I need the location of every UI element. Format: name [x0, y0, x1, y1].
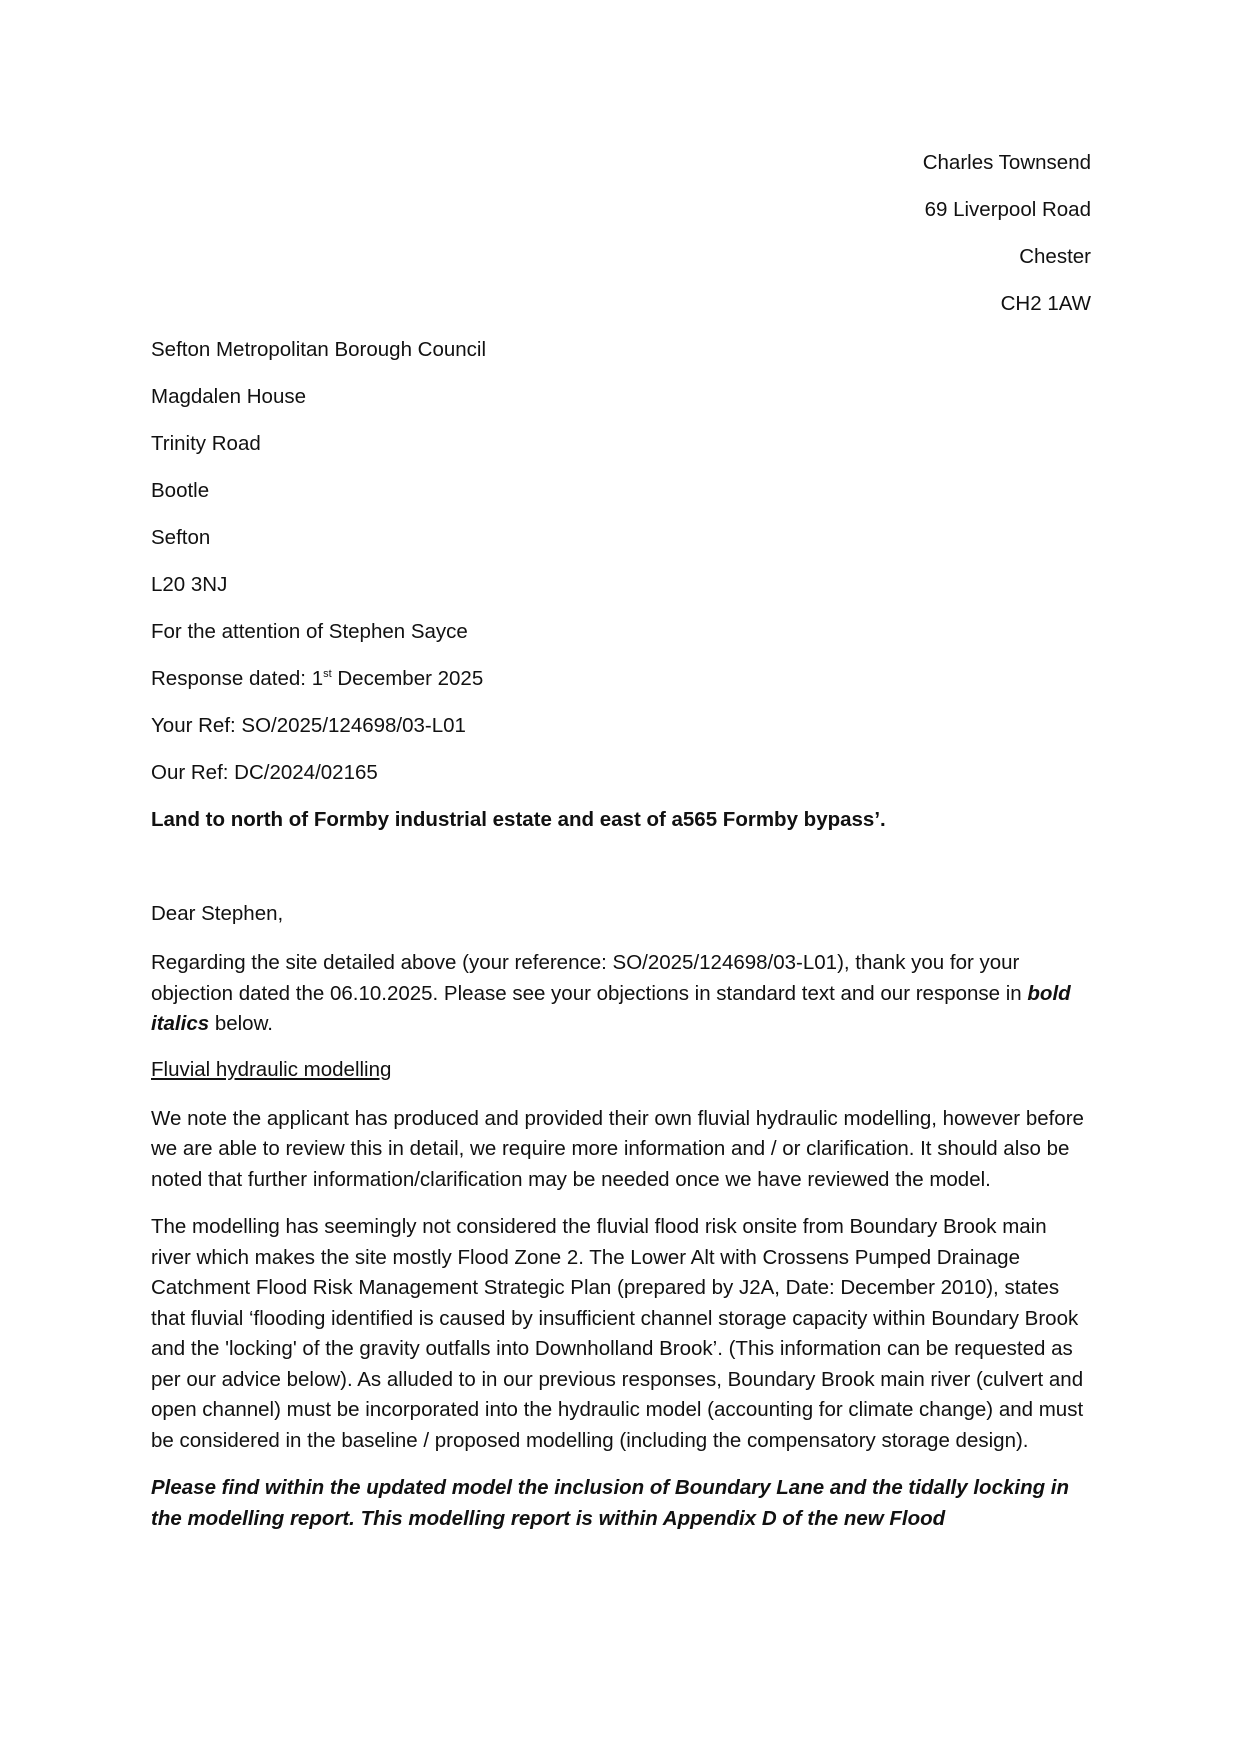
recipient-building: Magdalen House	[151, 385, 306, 408]
response-date	[151, 666, 1091, 713]
response-date-prefix: Response dated: 1	[151, 667, 324, 690]
intro-bold-italic: bold italics	[151, 981, 1071, 1035]
response-date-rest: December 2025	[331, 667, 484, 690]
intro-text-before: Regarding the site detailed above (your reference: SO/2025/124698/03-L01), thank you for your objection dated the 06.10.2025. Please see your objections in standard text and our response in	[151, 951, 1028, 1005]
recipient-area: Sefton	[151, 526, 211, 549]
sender-street: 69 Liverpool Road	[924, 198, 1091, 221]
response-date-ordinal: st	[323, 668, 332, 681]
subject-line: Land to north of Formby industrial estate and east of a565 Formby bypass’.	[151, 808, 886, 831]
recipient-street: Trinity Road	[151, 432, 261, 455]
sender-city: Chester	[1019, 245, 1091, 268]
objection-paragraph-1: We note the applicant has produced and provided their own fluvial hydraulic modelling, however before we are able to review this in detail, we require more information and / or clarification. It should also be noted that further information/clarification may be needed once we have reviewed the model.	[151, 1106, 1084, 1191]
attention-line: For the attention of Stephen Sayce	[151, 620, 468, 643]
greeting: Dear Stephen,	[151, 902, 284, 925]
sender-name: Charles Townsend	[922, 151, 1091, 174]
response-paragraph-1: Please find within the updated model the inclusion of Boundary Lane and the tidally locking in the modelling report. This modelling report is within Appendix D of the new Flood	[151, 1476, 1070, 1530]
your-ref: Your Ref: SO/2025/124698/03-L01	[151, 714, 466, 737]
intro-paragraph	[151, 948, 1091, 1040]
our-ref: Our Ref: DC/2024/02165	[151, 761, 378, 784]
recipient-org: Sefton Metropolitan Borough Council	[151, 338, 487, 361]
sender-postcode: CH2 1AW	[1000, 292, 1091, 315]
objection-paragraph-2: The modelling has seemingly not considered the fluvial flood risk onsite from Boundary Brook main river which makes the site mostly Flood Zone 2. The Lower Alt with Crossens Pumped Drainage Catchment Flood Risk Management Strategic Plan (prepared by J2A, Date: December 2010), states that fluvial ‘flooding identified is caused by insufficient channel storage capacity within Boundary Brook and the 'locking' of the gravity outfalls into Downholland Brook’. (This information can be requested as per our advice below). As alluded to in our previous responses, Boundary Brook main river (culvert and open channel) must be incorporated into the hydraulic model (accounting for climate change) and must be considered in the baseline / proposed modelling (including the compensatory storage design).	[151, 1215, 1084, 1452]
recipient-town: Bootle	[151, 479, 210, 502]
section-heading: Fluvial hydraulic modelling	[151, 1057, 392, 1081]
sender-address	[923, 150, 1091, 338]
recipient-postcode: L20 3NJ	[151, 573, 228, 596]
letter-body	[151, 337, 1091, 1551]
intro-text-after: below.	[209, 1012, 273, 1035]
